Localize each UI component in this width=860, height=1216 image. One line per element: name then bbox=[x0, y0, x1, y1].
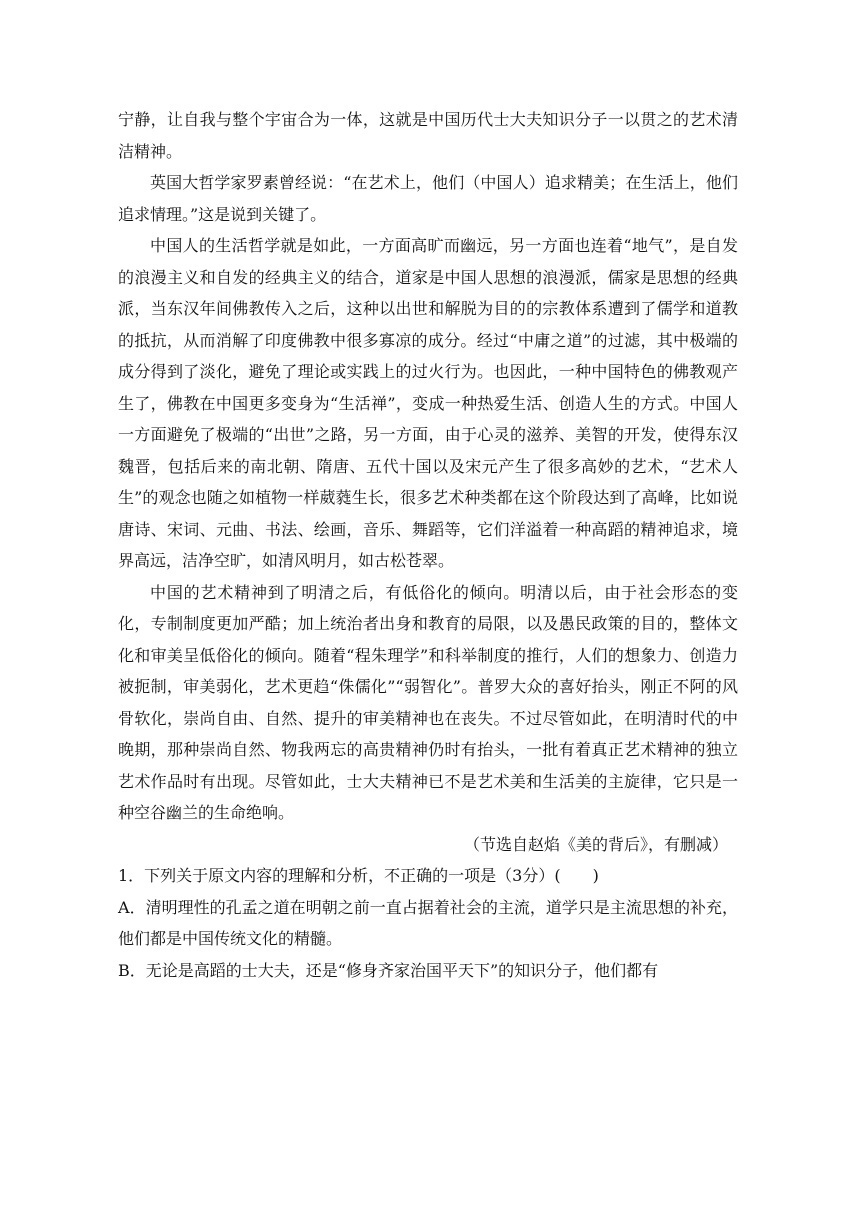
source-citation: （节选自赵焰《美的背后》，有删减） bbox=[463, 834, 728, 854]
document-page bbox=[118, 104, 738, 986]
paragraph-2: 英国大哲学家罗素曾经说：“在艺术上，他们（中国人）追求精美；在生活上，他们追求情理。”这是说到关键了。 bbox=[118, 173, 738, 224]
paragraph-3: 中国人的生活哲学就是如此，一方面高旷而幽远，另一方面也连着“地气”，是自发的浪漫主义和自发的经典主义的结合，道家是中国人思想的浪漫派，儒家是思想的经典派，当东汉年间佛教传入之后，这种以出世和解脱为目的的宗教体系遭到了儒学和道教的抵抗，从而消解了印度佛教中很多寡凉的成分。经过“中庸之道”的过滤，其中极端的成分得到了淡化，避免了理论或实践上的过火行为。也因此，一种中国特色的佛教观产生了，佛教在中国更多变身为“生活禅”，变成一种热爱生活、创造人生的方式。中国人一方面避免了极端的“出世”之路，另一方面，由于心灵的滋养、美智的开发，使得东汉魏晋，包括后来的南北朝、隋唐、五代十国以及宋元产生了很多高妙的艺术，“艺术人生”的观念也随之如植物一样葳蕤生长，很多艺术种类都在这个阶段达到了高峰，比如说唐诗、宋词、元曲、书法、绘画，音乐、舞蹈等，它们洋溢着一种高蹈的精神追求，境界高远，洁净空旷，如清风明月，如古松苍翠。 bbox=[118, 236, 738, 570]
question-1-option-a: A．清明理性的孔孟之道在明朝之前一直占据着社会的主流，道学只是主流思想的补充，他们都是中国传统文化的精髓。 bbox=[118, 897, 738, 948]
question-1-stem: 1．下列关于原文内容的理解和分析，不正确的一项是（3分）( ) bbox=[118, 866, 599, 885]
paragraph-1: 宁静，让自我与整个宇宙合为一体，这就是中国历代士大夫知识分子一以贯之的艺术清洁精神。 bbox=[118, 110, 738, 161]
question-1-option-b: B．无论是高蹈的士大夫，还是“修身齐家治国平天下”的知识分子，他们都有 bbox=[118, 960, 659, 980]
paragraph-4: 中国的艺术精神到了明清之后，有低俗化的倾向。明清以后，由于社会形态的变化，专制制度更加严酷；加上统治者出身和教育的局限，以及愚民政策的目的，整体文化和审美呈低俗化的倾向。随着“程朱理学”和科举制度的推行，人们的想象力、创造力被扼制，审美弱化，艺术更趋“侏儒化”“弱智化”。普罗大众的喜好抬头，刚正不阿的风骨软化，崇尚自由、自然、提升的审美精神也在丧失。不过尽管如此，在明清时代的中晚期，那种崇尚自然、物我两忘的高贵精神仍时有抬头，一批有着真正艺术精神的独立艺术作品时有出现。尽管如此，士大夫精神已不是艺术美和生活美的主旋律，它只是一种空谷幽兰的生命绝响。 bbox=[118, 582, 738, 822]
